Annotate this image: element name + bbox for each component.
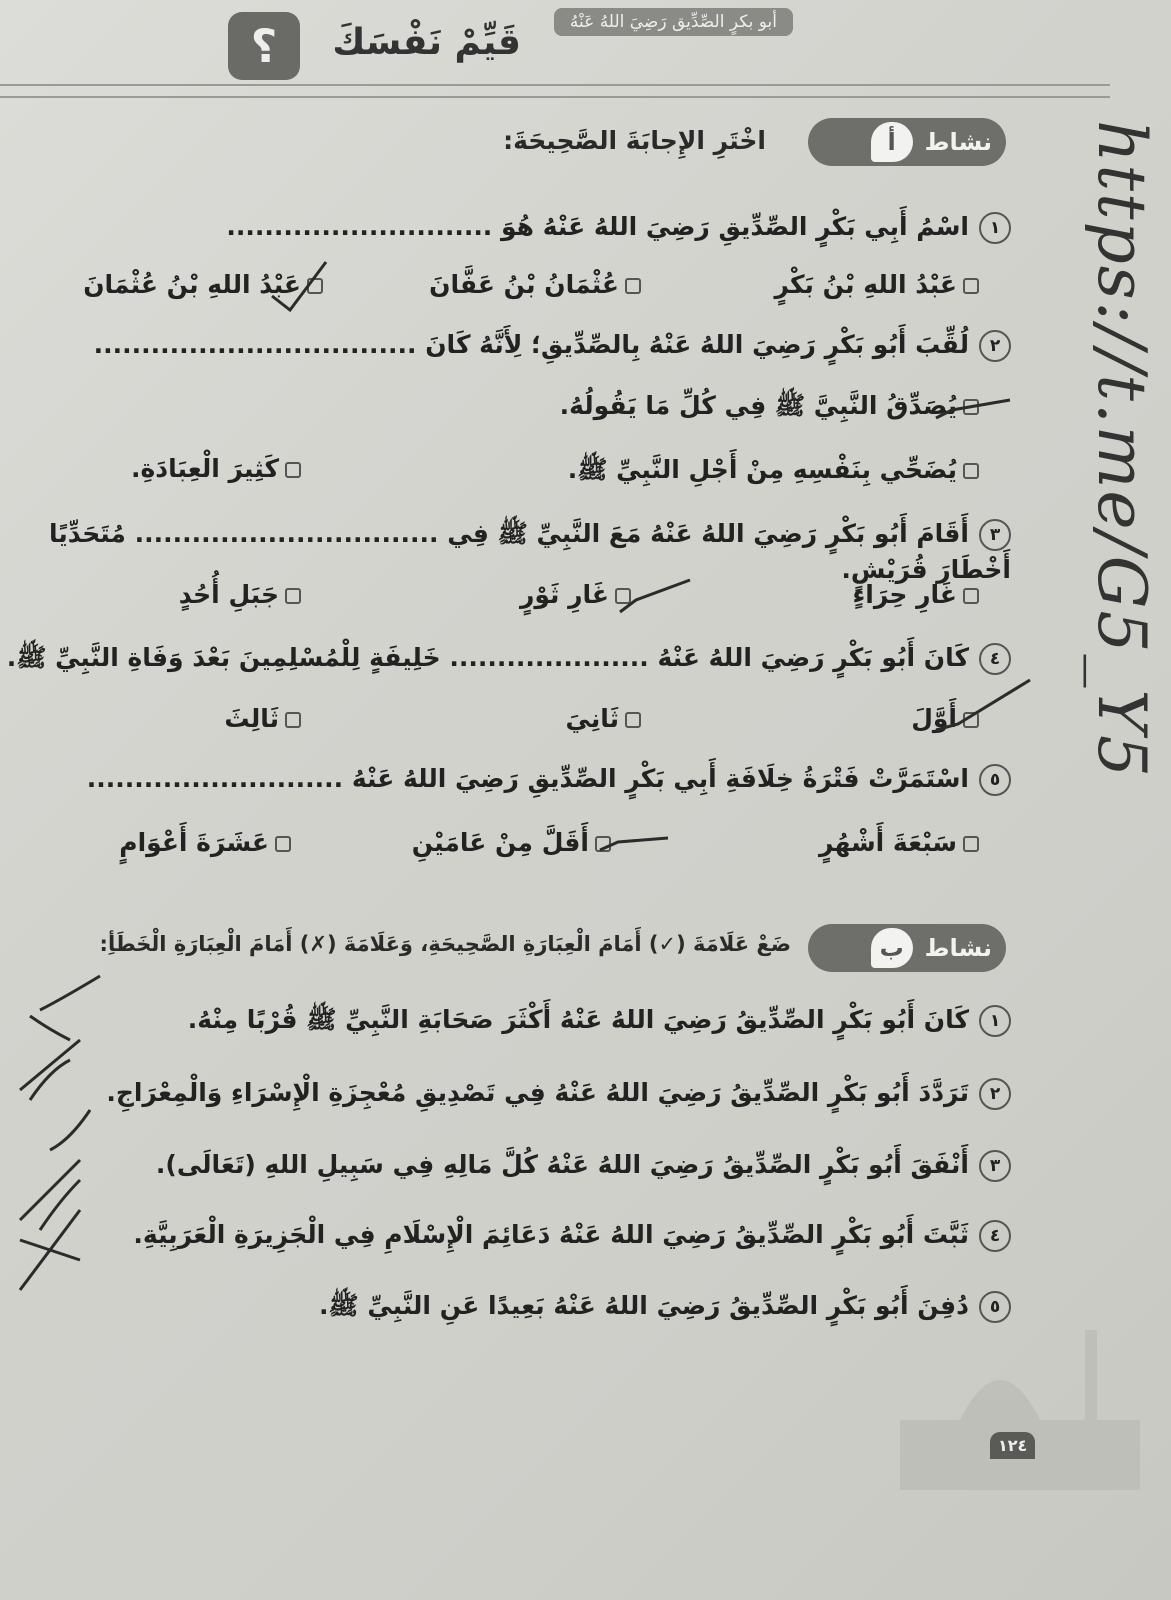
question-number: ٤ [979, 643, 1011, 675]
question-text: اسْمُ أَبِي بَكْرٍ الصِّدِّيقِ رَضِيَ اللهُ عَنْهُ هُوَ ............................ [226, 212, 969, 241]
handwritten-marks-icon [20, 262, 1030, 1290]
option-label: أَقَلَّ مِنْ عَامَيْنِ [411, 828, 589, 857]
option-label: كَثِيرَ الْعِبَادَةِ. [131, 454, 279, 483]
statement-text: كَانَ أَبُو بَكْرٍ الصِّدِّيقُ رَضِيَ اللهُ عَنْهُ أَكْثَرَ صَحَابَةِ النَّبِيِّ ﷺ قُرْبًا مِنْهُ. [187, 1005, 969, 1034]
option-label: غَارِ ثَوْرٍ [519, 580, 609, 609]
statement-text: دُفِنَ أَبُو بَكْرٍ الصِّدِّيقُ رَضِيَ اللهُ عَنْهُ بَعِيدًا عَنِ النَّبِيِّ ﷺ. [318, 1291, 969, 1320]
statement-text: ثَبَّتَ أَبُو بَكْرٍ الصِّدِّيقُ رَضِيَ اللهُ عَنْهُ دَعَائِمَ الْإِسْلَامِ فِي الْجَزِيرَةِ الْعَرَبِيَّةِ. [133, 1220, 969, 1249]
activity-a-label: نشاط [924, 128, 992, 156]
statement-number: ٥ [979, 1291, 1011, 1323]
option-label: جَبَلِ أُحُدٍ [178, 580, 279, 609]
statement-number: ٣ [979, 1150, 1011, 1182]
question-text: لُقِّبَ أَبُو بَكْرٍ رَضِيَ اللهُ عَنْهُ بِالصِّدِّيقِ؛ لِأَنَّهُ كَانَ .................................. [93, 330, 969, 359]
question-text: اسْتَمَرَّتْ فَتْرَةُ خِلَافَةِ أَبِي بَكْرٍ الصِّدِّيقِ رَضِيَ اللهُ عَنْهُ ........................... [86, 764, 969, 793]
statement-text: تَرَدَّدَ أَبُو بَكْرٍ الصِّدِّيقُ رَضِيَ اللهُ عَنْهُ فِي تَصْدِيقِ مُعْجِزَةِ الْإِسْرَاءِ وَالْمِعْرَاجِ. [106, 1078, 969, 1107]
option-label: ثَانِيَ [565, 704, 619, 733]
question-text: أَقَامَ أَبُو بَكْرٍ رَضِيَ اللهُ عَنْهُ مَعَ النَّبِيِّ ﷺ فِي ................................ مُتَحَدِّيًا أَخْطَارَ قُرَيْشٍ. [48, 519, 1011, 584]
activity-a-instruction: اخْتَرِ الإِجابَةَ الصَّحِيحَةَ: [503, 126, 766, 155]
activity-a-letter: أ [871, 122, 913, 162]
option-label: سَبْعَةَ أَشْهُرٍ [819, 828, 957, 857]
option-label: عَبْدُ اللهِ بْنُ عُثْمَانَ [83, 270, 301, 299]
statement-number: ١ [979, 1005, 1011, 1037]
question-number: ١ [979, 212, 1011, 244]
statement-number: ٤ [979, 1220, 1011, 1252]
page-title: قَيِّمْ نَفْسَكَ [332, 22, 521, 63]
question-number: ٢ [979, 330, 1011, 362]
option-label: ثَالِثَ [224, 704, 279, 733]
option-label: غَارِ حِرَاءٍ [852, 580, 957, 609]
activity-b-label: نشاط [924, 934, 992, 962]
option-label: يُضَحِّي بِنَفْسِهِ مِنْ أَجْلِ النَّبِيِّ ﷺ. [567, 455, 957, 484]
activity-b-instruction: ضَعْ عَلَامَةَ (✓) أَمَامَ الْعِبَارَةِ الصَّحِيحَةِ، وَعَلَامَةَ (✗) أَمَامَ الْعِبَارَةِ الْخَطَأِ: [99, 932, 791, 956]
lesson-tag: أبو بكرٍ الصِّدِّيق رَضِيَ اللهُ عَنْهُ [554, 8, 793, 36]
mosque-silhouette-icon [900, 1330, 1140, 1490]
question-number: ٥ [979, 764, 1011, 796]
option-label: عُثْمَانُ بْنُ عَفَّانَ [429, 270, 619, 299]
option-label: عَشَرَةَ أَعْوَامٍ [119, 828, 269, 857]
statement-text: أَنْفَقَ أَبُو بَكْرٍ الصِّدِّيقُ رَضِيَ اللهُ عَنْهُ كُلَّ مَالِهِ فِي سَبِيلِ اللهِ (تَعَالَى). [155, 1150, 969, 1179]
option-label: أَوَّلَ [911, 704, 957, 733]
question-badge: ؟ [228, 12, 300, 80]
question-text: كَانَ أَبُو بَكْرٍ رَضِيَ اللهُ عَنْهُ ..................... خَلِيفَةٍ لِلْمُسْلِمِينَ بَعْدَ وَفَاةِ النَّبِيِّ ﷺ. [6, 643, 969, 672]
activity-b-letter: ب [871, 928, 913, 968]
question-number: ٣ [979, 519, 1011, 551]
statement-number: ٢ [979, 1078, 1011, 1110]
telegram-watermark: https://t.me/G5_Y5 [1083, 120, 1160, 780]
option-label: عَبْدُ اللهِ بْنُ بَكْرٍ [774, 270, 957, 299]
option-label: يُصَدِّقُ النَّبِيَّ ﷺ فِي كُلِّ مَا يَقُولُهُ. [559, 391, 957, 420]
page-number: ١٢٤ [990, 1432, 1035, 1459]
